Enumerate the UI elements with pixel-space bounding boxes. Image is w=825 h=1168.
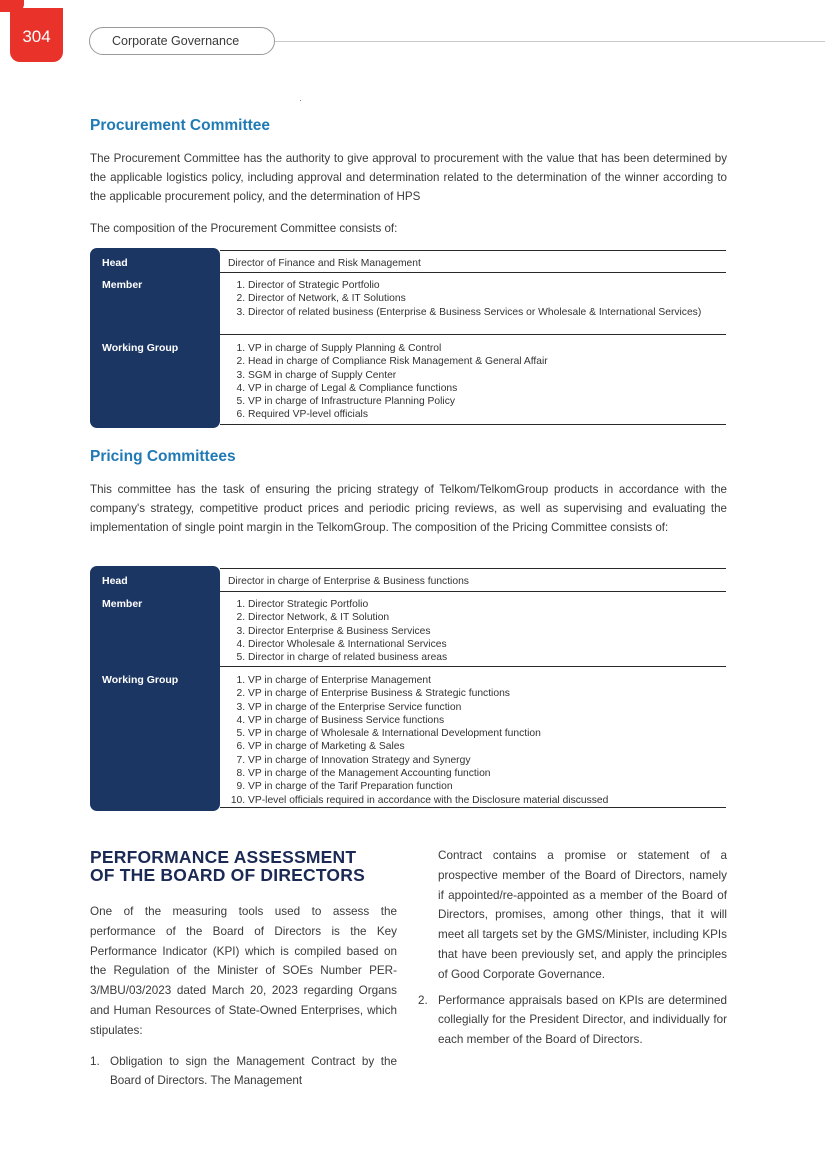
list-item: 3. SGM in charge of Supply Center [248, 369, 726, 382]
row-label-member: Member [102, 279, 143, 291]
table-rule [220, 807, 726, 808]
row-label-member: Member [102, 598, 143, 610]
list-item: 5. VP in charge of Infrastructure Planning Policy [248, 395, 726, 408]
procurement-title: Procurement Committee [90, 117, 271, 134]
label-column [90, 248, 220, 428]
list-item: 3. Director Enterprise & Business Services [248, 625, 726, 638]
list-item: 2. Director of Network, & IT Solutions [248, 292, 726, 305]
pricing-title: Pricing Committees [90, 448, 236, 465]
head-value: Director of Finance and Risk Management [228, 258, 421, 269]
page-number: 304 [22, 27, 51, 46]
item1-text-part1: Obligation to sign the Management Contract by the Board of Directors. The Management [110, 1054, 397, 1088]
table-rule [220, 272, 726, 273]
procurement-composition-intro: The composition of the Procurement Committee consists of: [90, 222, 398, 235]
list-item: 10. VP-level officials required in accordance with the Disclosure material discussed [248, 794, 726, 807]
assessment-title-line1: PERFORMANCE ASSESSMENT [90, 847, 357, 867]
list-item: 6. VP in charge of Marketing & Sales [248, 740, 726, 753]
list-item: 6. Required VP-level officials [248, 408, 726, 421]
list-item: 2. VP in charge of Enterprise Business & Strategic functions [248, 687, 726, 700]
list-item: 3. Director of related business (Enterprise & Business Services or Wholesale & International Services) [248, 306, 726, 319]
row-label-working-group: Working Group [102, 674, 179, 686]
list-item: 9. VP in charge of the Tarif Preparation function [248, 780, 726, 793]
list-item: 2. Head in charge of Compliance Risk Management & General Affair [248, 355, 726, 368]
working-group-list [228, 674, 726, 807]
list-item: 4. Director Wholesale & International Services [248, 638, 726, 651]
member-list [228, 598, 726, 664]
member-list [228, 279, 726, 319]
list-item: 1. Director of Strategic Portfolio [248, 279, 726, 292]
table-rule [220, 250, 726, 251]
pricing-description: This committee has the task of ensuring the pricing strategy of Telkom/TelkomGroup products in accordance with the company's strategy, competitive product prices and periodic pricing reviews, as well as supervising and evaluating the implementation of single point margin in the TelkomGroup. The composition of the Pricing Committee consists of: [90, 483, 727, 534]
procurement-description: The Procurement Committee has the authority to give approval to procurement with the value that has been determined by the applicable logistics policy, including approval and determination related to the determination of the winner according to the applicable procurement policy, and the determination of HPS [90, 152, 727, 203]
list-item: 8. VP in charge of the Management Accounting function [248, 767, 726, 780]
section-label-text: Corporate Governance [112, 34, 240, 48]
table-rule [220, 568, 726, 569]
item-number: 1. [90, 1054, 100, 1068]
header-rule [270, 41, 825, 42]
item2-text: Performance appraisals based on KPIs are determined collegially for the President Director, and individually for each member of the Board of Directors. [438, 993, 727, 1047]
item1-text-part2: Contract contains a promise or statement of a prospective member of the Board of Directors, namely if appointed/re-appointed as a member of the Board of Directors, promises, among other things, that it will meet all targets set by the GMS/Minister, including KPIs that have been previously set, and apply the principles of Good Corporate Governance. [438, 849, 727, 981]
working-group-list [228, 342, 726, 422]
list-item: 7. VP in charge of Innovation Strategy and Synergy [248, 754, 726, 767]
procurement-composition-table [90, 248, 726, 428]
row-label-head: Head [102, 575, 128, 587]
list-item: 4. VP in charge of Legal & Compliance functions [248, 382, 726, 395]
table-rule [220, 666, 726, 667]
assessment-intro: One of the measuring tools used to assess the performance of the Board of Directors is the Key Performance Indicator (KPI) which is compiled based on the Regulation of the Minister of SOEs Number PER-3/MBU/03/2023 dated March 20, 2023 regarding Organs and Human Resources of State-Owned Enterprises, which stipulates: [90, 905, 397, 1037]
list-item: 5. Director in charge of related business areas [248, 651, 726, 664]
list-item: 1. Director Strategic Portfolio [248, 598, 726, 611]
section-label [89, 27, 275, 55]
list-item: 3. VP in charge of the Enterprise Service function [248, 701, 726, 714]
assessment-title [90, 848, 420, 884]
head-value: Director in charge of Enterprise & Business functions [228, 576, 469, 587]
list-item: 4. VP in charge of Business Service functions [248, 714, 726, 727]
assessment-right-column [418, 846, 727, 1050]
row-label-head: Head [102, 257, 128, 269]
pricing-composition-table [90, 566, 726, 811]
stray-dot [300, 100, 301, 101]
list-item [90, 1052, 397, 1092]
table-rule [220, 591, 726, 592]
list-item: 2. Director Network, & IT Solution [248, 611, 726, 624]
table-rule [220, 334, 726, 335]
item-number: 2. [418, 993, 428, 1007]
table-rule [220, 424, 726, 425]
list-item: 1. VP in charge of Supply Planning & Control [248, 342, 726, 355]
row-label-working-group: Working Group [102, 342, 179, 354]
assessment-left-column [90, 902, 397, 1091]
page-number-badge [10, 8, 63, 62]
list-item: 1. VP in charge of Enterprise Management [248, 674, 726, 687]
list-item [418, 991, 727, 1050]
assessment-title-line2: OF THE BOARD OF DIRECTORS [90, 865, 365, 885]
list-item: 5. VP in charge of Wholesale & International Development function [248, 727, 726, 740]
